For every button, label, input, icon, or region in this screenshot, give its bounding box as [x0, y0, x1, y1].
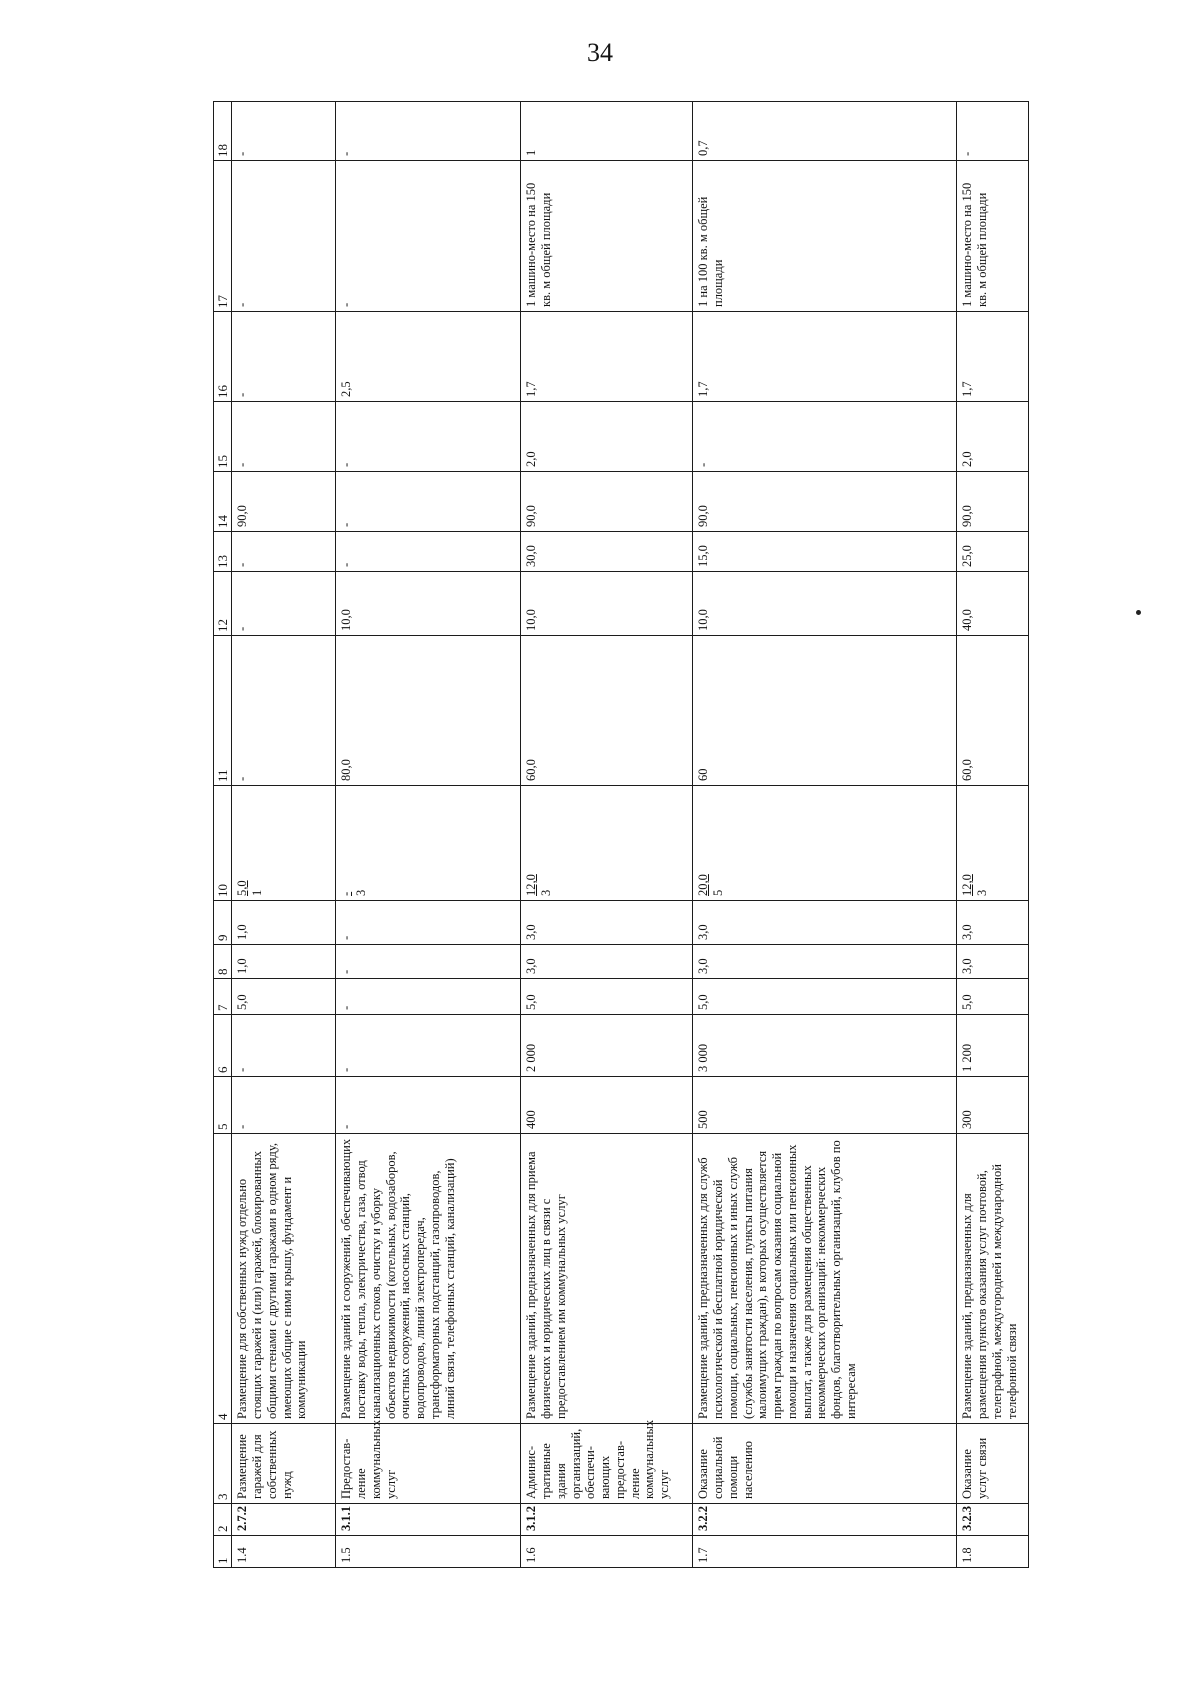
- cell-col12: 10,0: [336, 572, 521, 636]
- cell-col16: -: [232, 312, 336, 402]
- cell-col8: 3,0: [521, 945, 693, 979]
- cell-col11: 60,0: [957, 636, 1029, 786]
- cell-col15: -: [336, 402, 521, 472]
- cell-col18: -: [957, 102, 1029, 161]
- column-header-8: 8: [214, 945, 232, 979]
- column-header-14: 14: [214, 472, 232, 532]
- row-number-cell: 1.5: [336, 1536, 521, 1568]
- cell-col5: 300: [957, 1077, 1029, 1134]
- column-header-12: 12: [214, 572, 232, 636]
- column-header-5: 5: [214, 1077, 232, 1134]
- table-body: [232, 102, 1029, 1568]
- cell-col17: 1 машино-место на 150 кв. м общей площади: [521, 161, 693, 312]
- cell-col14: 90,0: [957, 472, 1029, 532]
- table-row: [693, 102, 957, 1568]
- cell-col17: -: [232, 161, 336, 312]
- cell-col13: -: [232, 532, 336, 572]
- cell-col14: 90,0: [521, 472, 693, 532]
- use-name-cell: Размещение гаражей для собственных нужд: [232, 1424, 336, 1504]
- cell-col13: -: [336, 532, 521, 572]
- table-row: [521, 102, 693, 1568]
- cell-col14: 90,0: [693, 472, 957, 532]
- cell-col11: -: [232, 636, 336, 786]
- use-code-cell: 2.7.2: [232, 1504, 336, 1536]
- use-name-cell: Оказание услуг связи: [957, 1424, 1029, 1504]
- land-use-parameters-table: [213, 101, 1029, 1568]
- column-header-17: 17: [214, 161, 232, 312]
- column-header-7: 7: [214, 979, 232, 1015]
- fraction-denominator: 3: [354, 889, 369, 896]
- cell-col7: 5,0: [232, 979, 336, 1015]
- cell-col14: 90,0: [232, 472, 336, 532]
- fraction-numerator: -: [339, 891, 354, 896]
- cell-col18: 0,7: [693, 102, 957, 161]
- cell-col10: [232, 786, 336, 901]
- cell-col6: 1 200: [957, 1015, 1029, 1077]
- page-number: 34: [587, 38, 613, 67]
- cell-col13: 25,0: [957, 532, 1029, 572]
- cell-col18: -: [232, 102, 336, 161]
- use-description-cell: Размещение для собственных нужд отдельно стоящих гаражей и (или) гаражей, блокированных общими стенами с другими гаражами в одном ряду, имеющих общие с ними крышу, фундамент и коммуникации: [232, 1134, 336, 1424]
- cell-col10: [336, 786, 521, 901]
- fraction-numerator: 20,0: [696, 874, 711, 896]
- cell-col17: 1 на 100 кв. м общей площади: [693, 161, 957, 312]
- column-header-18: 18: [214, 102, 232, 161]
- table-rotator: [213, 102, 1118, 1568]
- cell-col16: 1,7: [957, 312, 1029, 402]
- cell-col13: 30,0: [521, 532, 693, 572]
- cell-col8: -: [336, 945, 521, 979]
- cell-col15: -: [693, 402, 957, 472]
- table-row: [232, 102, 336, 1568]
- row-number-cell: 1.7: [693, 1536, 957, 1568]
- cell-col11: 60,0: [521, 636, 693, 786]
- table-row: [336, 102, 521, 1568]
- row-number-cell: 1.6: [521, 1536, 693, 1568]
- cell-col6: 3 000: [693, 1015, 957, 1077]
- cell-col5: 500: [693, 1077, 957, 1134]
- scan-speck: [1136, 610, 1141, 615]
- table-row: [957, 102, 1029, 1568]
- cell-col18: -: [336, 102, 521, 161]
- column-header-9: 9: [214, 901, 232, 945]
- cell-col16: 1,7: [693, 312, 957, 402]
- column-header-6: 6: [214, 1015, 232, 1077]
- cell-col9: 3,0: [521, 901, 693, 945]
- cell-col9: 3,0: [957, 901, 1029, 945]
- cell-col12: 40,0: [957, 572, 1029, 636]
- column-header-11: 11: [214, 636, 232, 786]
- column-header-1: 1: [214, 1536, 232, 1568]
- cell-col14: -: [336, 472, 521, 532]
- cell-col12: -: [232, 572, 336, 636]
- cell-col18: 1: [521, 102, 693, 161]
- fraction-denominator: 5: [711, 889, 726, 896]
- cell-col8: 3,0: [957, 945, 1029, 979]
- use-name-cell: Оказание социальной помощи населению: [693, 1424, 957, 1504]
- cell-col7: 5,0: [957, 979, 1029, 1015]
- use-code-cell: 3.1.1: [336, 1504, 521, 1536]
- cell-col8: 3,0: [693, 945, 957, 979]
- cell-col10: [957, 786, 1029, 901]
- header-row: [214, 102, 232, 1568]
- fraction-denominator: 3: [539, 889, 554, 896]
- cell-col7: -: [336, 979, 521, 1015]
- row-number-cell: 1.4: [232, 1536, 336, 1568]
- use-code-cell: 3.1.2: [521, 1504, 693, 1536]
- cell-col9: 1,0: [232, 901, 336, 945]
- column-header-15: 15: [214, 402, 232, 472]
- cell-col6: -: [232, 1015, 336, 1077]
- cell-col11: 60: [693, 636, 957, 786]
- cell-col15: 2,0: [957, 402, 1029, 472]
- cell-col17: -: [336, 161, 521, 312]
- cell-col13: 15,0: [693, 532, 957, 572]
- row-number-cell: 1.8: [957, 1536, 1029, 1568]
- cell-col5: -: [336, 1077, 521, 1134]
- cell-col12: 10,0: [693, 572, 957, 636]
- cell-col6: 2 000: [521, 1015, 693, 1077]
- column-header-3: 3: [214, 1424, 232, 1504]
- cell-col16: 1,7: [521, 312, 693, 402]
- fraction-numerator: 12,0: [960, 874, 975, 896]
- column-header-10: 10: [214, 786, 232, 901]
- cell-col9: 3,0: [693, 901, 957, 945]
- cell-col10: [693, 786, 957, 901]
- use-description-cell: Размещение зданий, предназначенных для приема физических и юридических лиц в связи с предоставлением им коммунальных услуг: [521, 1134, 693, 1424]
- column-header-16: 16: [214, 312, 232, 402]
- column-header-4: 4: [214, 1134, 232, 1424]
- column-header-2: 2: [214, 1504, 232, 1536]
- use-description-cell: Размещение зданий, предназначенных для размещения пунктов оказания услуг почтовой, телеграфной, междугородней и международной телефонной связи: [957, 1134, 1029, 1424]
- cell-col9: -: [336, 901, 521, 945]
- fraction-denominator: 3: [975, 889, 990, 896]
- cell-col16: 2,5: [336, 312, 521, 402]
- cell-col12: 10,0: [521, 572, 693, 636]
- use-code-cell: 3.2.3: [957, 1504, 1029, 1536]
- rotated-table-area: [213, 102, 1118, 1568]
- cell-col10: [521, 786, 693, 901]
- cell-col15: 2,0: [521, 402, 693, 472]
- cell-col15: -: [232, 402, 336, 472]
- use-description-cell: Размещение зданий, предназначенных для служб психологической и бесплатной юридической помощи, социальных, пенсионных и иных служб (службы занятости населения, пункты питания малоимущих граждан), в которых осуществляется прием граждан по вопросам оказания социальной помощи и назначения социальных или пенсионных выплат, а также для размещения общественных некоммерческих организаций: некоммерческих фондов, благотворительных организаций, клубов по интересам: [693, 1134, 957, 1424]
- fraction-denominator: 1: [250, 889, 265, 896]
- cell-col5: -: [232, 1077, 336, 1134]
- cell-col11: 80,0: [336, 636, 521, 786]
- cell-col8: 1,0: [232, 945, 336, 979]
- use-name-cell: Предостав-ление коммунальных услуг: [336, 1424, 521, 1504]
- cell-col5: 400: [521, 1077, 693, 1134]
- cell-col6: -: [336, 1015, 521, 1077]
- cell-col17: 1 машино-место на 150 кв. м общей площади: [957, 161, 1029, 312]
- use-code-cell: 3.2.2: [693, 1504, 957, 1536]
- cell-col7: 5,0: [521, 979, 693, 1015]
- use-name-cell: Админис-тративные здания организаций, обеспечи-вающих предостав-ление коммунальных услуг: [521, 1424, 693, 1504]
- fraction-numerator: 5,0: [235, 880, 250, 896]
- cell-col7: 5,0: [693, 979, 957, 1015]
- column-header-13: 13: [214, 532, 232, 572]
- use-description-cell: Размещение зданий и сооружений, обеспечивающих поставку воды, тепла, электричества, газа, отвод канализационных стоков, очистку и уборку объектов недвижимости (котельных, водозаборов, очистных сооружений, насосных станций, водопроводов, линий электропередач, трансформаторных подстанций, газопроводов, линий связи, телефонных станций, канализаций): [336, 1134, 521, 1424]
- fraction-numerator: 12,0: [524, 874, 539, 896]
